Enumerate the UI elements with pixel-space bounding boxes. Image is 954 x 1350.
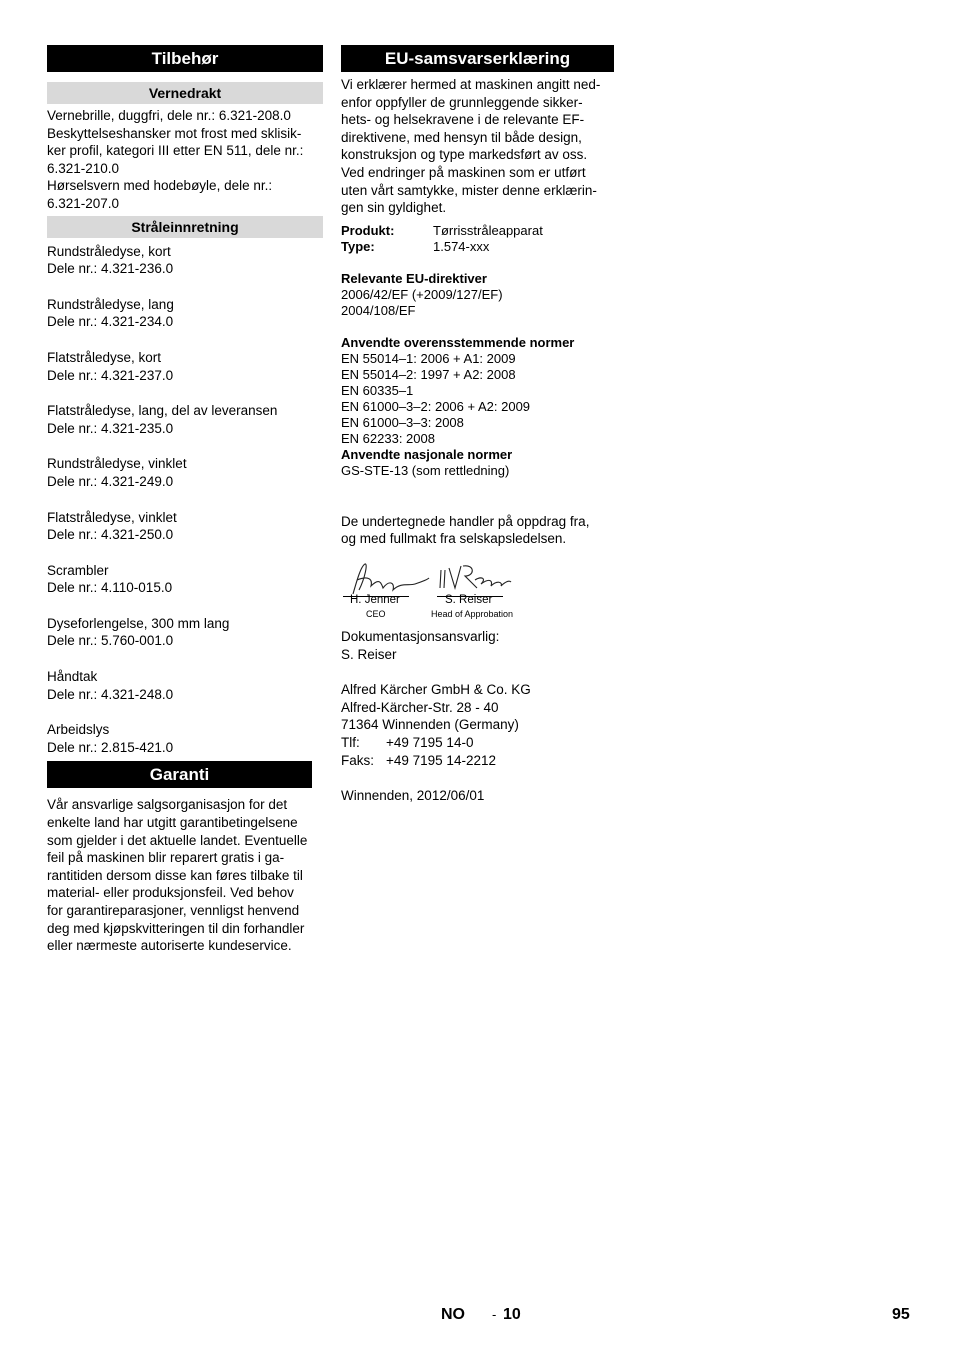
fax-value: +49 7195 14-2212 [386,752,496,768]
signers-text [341,513,614,548]
item-part-number: Dele nr.: 4.110-015.0 [47,580,173,596]
footer-dash: - [492,1307,497,1322]
accessory-list [47,243,323,757]
text-line: konstruksjon og type markedsført av oss. [341,147,588,163]
text-line: enfor oppfyller de grunnleggende sikker- [341,94,583,110]
item-part-number: Dele nr.: 4.321-236.0 [47,261,174,277]
left-column [47,45,323,955]
fax-label: Faks: [341,752,375,768]
place-date: Winnenden, 2012/06/01 [341,788,485,804]
doc-responsible-label: Dokumentasjonsansvarlig: [341,628,500,644]
item-part-number: Dele nr.: 5.760-001.0 [47,633,174,649]
signer-2-name: S. Reiser [445,593,493,606]
item-name: Arbeidslys [47,722,110,738]
item-part-number: Dele nr.: 4.321-235.0 [47,420,174,436]
norm: EN 60335–1 [341,382,414,398]
list-item [47,668,323,703]
text-line: Vår ansvarlige salgsorganisasjon for det [47,797,288,813]
directives-heading: Relevante EU-direktiver [341,270,487,286]
list-item [47,296,323,331]
signer-1-role: CEO [366,608,386,619]
address-line: Alfred-Kärcher-Str. 28 - 40 [341,699,499,715]
text-line: gen sin gyldighet. [341,200,447,216]
norm: EN 61000–3–3: 2008 [341,414,464,430]
item-part-number: Dele nr.: 4.321-234.0 [47,314,174,330]
address-line: 71364 Winnenden (Germany) [341,717,519,733]
text-line: som gjelder i det aktuelle landet. Eventuelle [47,832,308,848]
list-item [47,562,323,597]
norm: EN 55014–2: 1997 + A2: 2008 [341,366,516,382]
item-name: Flatstråledyse, kort [47,349,162,365]
phone-label: Tlf: [341,734,360,750]
item-name: Flatstråledyse, vinklet [47,509,177,525]
signer-2-role: Head of Approbation [431,608,514,619]
text-line: og med fullmakt fra selskapsledelsen. [341,531,567,547]
garanti-text [47,796,323,954]
item-part-number: Dele nr.: 4.321-250.0 [47,527,174,543]
page-footer [0,1306,954,1328]
text-line: 6.321-207.0 [47,195,120,211]
text-line: for garantireparasjoner, vennligst henvend [47,903,300,918]
list-item [47,402,323,437]
tilbehor-heading: Tilbehør [47,45,323,72]
national-norms-heading: Anvendte nasjonale normer [341,446,513,462]
text-line: eller nærmeste autoriserte kundeservice. [47,938,292,954]
right-column [341,45,614,805]
local-page-number: 10 [503,1306,521,1323]
address-line: Alfred Kärcher GmbH & Co. KG [341,682,531,698]
item-part-number: Dele nr.: 4.321-237.0 [47,367,174,383]
item-name: Scrambler [47,562,109,578]
type-value: 1.574-xxx [433,238,490,254]
item-part-number: Dele nr.: 4.321-248.0 [47,686,174,702]
text-line: Vi erklærer hermed at maskinen angitt ned- [341,77,601,92]
list-item [47,615,323,650]
text-line: material- eller produksjonsfeil. Ved behov [47,885,294,901]
text-line: Vernebrille, duggfri, dele nr.: 6.321-208.0 [47,108,291,123]
item-name: Dyseforlengelse, 300 mm lang [47,615,230,631]
fax-row [341,752,614,770]
signer-1-name: H. Jenner [350,593,400,606]
text-line: rantitiden dersom disse kan føres tilbake til [47,867,303,883]
list-item [47,455,323,490]
type-row [341,239,614,255]
item-part-number: Dele nr.: 2.815-421.0 [47,739,174,755]
vernedrakt-heading: Vernedrakt [47,82,323,104]
text-line: Ved endringer på maskinen som er utført [341,164,586,180]
norm: EN 55014–1: 2006 + A1: 2009 [341,350,516,366]
directive: 2006/42/EF (+2009/127/EF) [341,286,503,302]
text-line: De undertegnede handler på oppdrag fra, [341,513,590,529]
vernedrakt-text [47,107,323,213]
text-line: 6.321-210.0 [47,160,120,176]
signature-block [341,560,614,622]
item-name: Rundstråledyse, lang [47,296,174,312]
page-number: 95 [892,1306,910,1323]
list-item [47,509,323,544]
text-line: ker profil, kategori III etter EN 511, dele nr.: [47,143,304,159]
text-line: Beskyttelseshansker mot frost med sklisik- [47,125,302,141]
product-value: Tørrisstråleapparat [433,222,543,238]
item-name: Flatstråledyse, lang, del av leveransen [47,403,278,419]
text-line: deg med kjøpskvitteringen til din forhandler [47,920,305,936]
item-name: Rundstråledyse, vinklet [47,456,187,472]
text-line: feil på maskinen blir reparert gratis i ga- [47,850,285,866]
text-line: enkelte land har utgitt garantibetingelsene [47,815,298,831]
product-row [341,223,614,239]
text-line: Hørselsvern med hodebøyle, dele nr.: [47,178,273,194]
garanti-heading: Garanti [47,761,312,788]
text-line: hets- og helsekravene i de relevante EF- [341,112,585,128]
list-item [47,349,323,384]
straaleinnretning-heading: Stråleinnretning [47,216,323,238]
language-code: NO [441,1306,465,1323]
national-norm: GS-STE-13 (som rettledning) [341,462,510,478]
product-label: Produkt: [341,222,395,238]
company-address [341,681,614,769]
text-line: direktivene, med hensyn til både design, [341,129,582,145]
norm: EN 62233: 2008 [341,430,435,446]
eu-declaration-heading: EU-samsvarserklæring [341,45,614,72]
norm: EN 61000–3–2: 2006 + A2: 2009 [341,398,531,414]
item-name: Rundstråledyse, kort [47,243,171,259]
norms-heading: Anvendte overensstemmende normer [341,334,575,350]
doc-responsible-name: S. Reiser [341,646,397,662]
item-part-number: Dele nr.: 4.321-249.0 [47,473,174,489]
phone-row [341,734,614,752]
type-label: Type: [341,238,375,254]
text-line: uten vårt samtykke, mister denne erklærin- [341,182,597,198]
list-item [47,721,323,756]
item-name: Håndtak [47,669,98,685]
list-item [47,243,323,278]
phone-value: +49 7195 14-0 [386,734,474,750]
directive: 2004/108/EF [341,302,416,318]
declaration-intro [341,76,614,217]
